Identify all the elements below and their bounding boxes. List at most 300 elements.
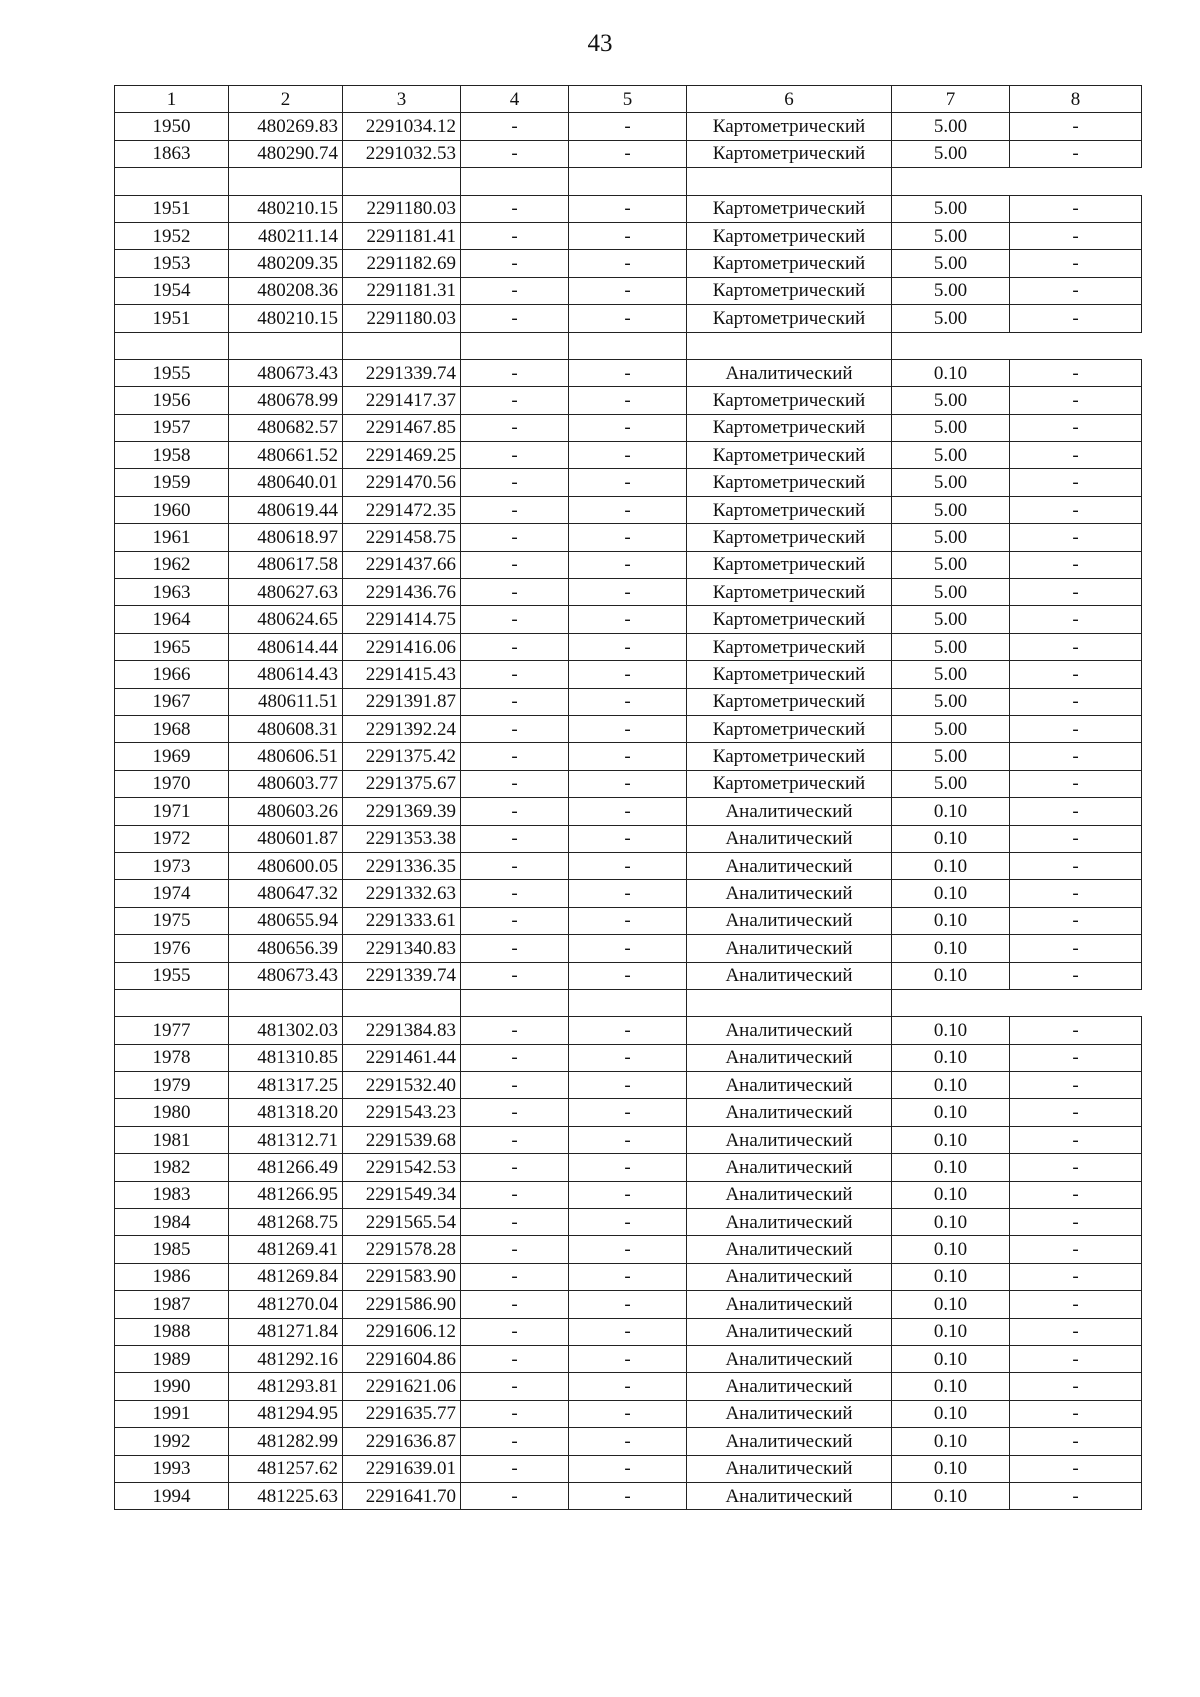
cell-col-7: 5.00 [892,633,1010,660]
cell-col-6: Аналитический [687,1400,892,1427]
cell-col-3: 2291437.66 [343,551,461,578]
cell-col-5: - [569,606,687,633]
cell-col-2: 481266.49 [229,1154,343,1181]
table-row [115,606,1142,633]
table-row [115,1154,1142,1181]
cell-col-1: 1971 [115,798,229,825]
table-row [115,1126,1142,1153]
cell-col-3: 2291180.03 [343,195,461,222]
table-row [115,798,1142,825]
cell-col-3: 2291641.70 [343,1482,461,1509]
empty-cell [892,989,1010,1016]
empty-cell [687,332,892,359]
cell-col-7: 0.10 [892,825,1010,852]
cell-col-3: 2291578.28 [343,1236,461,1263]
cell-col-8: - [1010,661,1142,688]
cell-col-7: 0.10 [892,880,1010,907]
empty-cell [892,332,1010,359]
cell-col-7: 5.00 [892,387,1010,414]
cell-col-2: 480614.43 [229,661,343,688]
cell-col-4: - [461,1072,569,1099]
cell-col-8: - [1010,1154,1142,1181]
cell-col-8: - [1010,1236,1142,1263]
cell-col-4: - [461,579,569,606]
cell-col-6: Картометрический [687,743,892,770]
empty-cell [461,332,569,359]
empty-cell [115,168,229,195]
cell-col-4: - [461,962,569,989]
cell-col-1: 1975 [115,907,229,934]
cell-col-4: - [461,1181,569,1208]
cell-col-8: - [1010,1400,1142,1427]
cell-col-7: 5.00 [892,305,1010,332]
cell-col-4: - [461,1345,569,1372]
cell-col-1: 1863 [115,140,229,167]
cell-col-1: 1950 [115,113,229,140]
cell-col-1: 1988 [115,1318,229,1345]
cell-col-3: 2291586.90 [343,1291,461,1318]
cell-col-7: 5.00 [892,469,1010,496]
cell-col-6: Аналитический [687,1345,892,1372]
cell-col-8: - [1010,359,1142,386]
cell-col-5: - [569,962,687,989]
cell-col-2: 480606.51 [229,743,343,770]
cell-col-2: 480617.58 [229,551,343,578]
cell-col-1: 1951 [115,305,229,332]
table-row [115,1263,1142,1290]
coordinates-table [114,85,1142,1510]
cell-col-6: Аналитический [687,1072,892,1099]
cell-col-3: 2291636.87 [343,1428,461,1455]
cell-col-1: 1959 [115,469,229,496]
table-body [115,86,1142,1510]
empty-cell [229,332,343,359]
cell-col-7: 5.00 [892,414,1010,441]
cell-col-3: 2291391.87 [343,688,461,715]
cell-col-1: 1953 [115,250,229,277]
table-row [115,1318,1142,1345]
cell-col-5: - [569,551,687,578]
cell-col-5: - [569,579,687,606]
cell-col-3: 2291353.38 [343,825,461,852]
empty-cell [461,168,569,195]
cell-col-8: - [1010,1455,1142,1482]
cell-col-1: 1954 [115,277,229,304]
cell-col-2: 480682.57 [229,414,343,441]
cell-col-6: Аналитический [687,1455,892,1482]
cell-col-5: - [569,414,687,441]
cell-col-7: 0.10 [892,1154,1010,1181]
cell-col-7: 5.00 [892,442,1010,469]
cell-col-1: 1952 [115,222,229,249]
empty-cell [1010,168,1142,195]
cell-col-6: Картометрический [687,195,892,222]
table-row [115,496,1142,523]
cell-col-6: Картометрический [687,606,892,633]
cell-col-3: 2291543.23 [343,1099,461,1126]
cell-col-7: 5.00 [892,222,1010,249]
cell-col-4: - [461,1291,569,1318]
cell-col-8: - [1010,222,1142,249]
cell-col-4: - [461,633,569,660]
cell-col-4: - [461,442,569,469]
cell-col-8: - [1010,852,1142,879]
cell-col-4: - [461,688,569,715]
cell-col-6: Картометрический [687,469,892,496]
cell-col-4: - [461,113,569,140]
table-row [115,222,1142,249]
cell-col-8: - [1010,825,1142,852]
empty-cell [1010,332,1142,359]
cell-col-6: Аналитический [687,1428,892,1455]
cell-col-2: 480210.15 [229,195,343,222]
cell-col-7: 0.10 [892,1291,1010,1318]
cell-col-5: - [569,1236,687,1263]
cell-col-4: - [461,414,569,441]
cell-col-3: 2291606.12 [343,1318,461,1345]
cell-col-7: 0.10 [892,1236,1010,1263]
cell-col-7: 0.10 [892,1126,1010,1153]
cell-col-7: 0.10 [892,1482,1010,1509]
cell-col-7: 0.10 [892,1017,1010,1044]
table-row [115,1482,1142,1509]
table-row [115,442,1142,469]
cell-col-3: 2291332.63 [343,880,461,907]
cell-col-6: Аналитический [687,1318,892,1345]
cell-col-6: Картометрический [687,442,892,469]
table-row [115,661,1142,688]
cell-col-1: 1970 [115,770,229,797]
cell-col-3: 2291034.12 [343,113,461,140]
cell-col-8: - [1010,113,1142,140]
cell-col-7: 5.00 [892,277,1010,304]
cell-col-4: - [461,907,569,934]
cell-col-3: 2291375.42 [343,743,461,770]
cell-col-7: 5.00 [892,579,1010,606]
cell-col-4: - [461,770,569,797]
cell-col-8: - [1010,1209,1142,1236]
cell-col-7: 5.00 [892,496,1010,523]
cell-col-1: 1963 [115,579,229,606]
cell-col-3: 2291182.69 [343,250,461,277]
cell-col-1: 1977 [115,1017,229,1044]
cell-col-3: 2291461.44 [343,1044,461,1071]
column-header-3: 3 [343,86,461,113]
table-row [115,1345,1142,1372]
cell-col-5: - [569,113,687,140]
cell-col-2: 481310.85 [229,1044,343,1071]
cell-col-5: - [569,496,687,523]
cell-col-2: 480600.05 [229,852,343,879]
table-row [115,414,1142,441]
cell-col-6: Картометрический [687,715,892,742]
cell-col-6: Картометрический [687,551,892,578]
cell-col-5: - [569,825,687,852]
empty-cell [343,332,461,359]
cell-col-7: 0.10 [892,1318,1010,1345]
cell-col-8: - [1010,880,1142,907]
cell-col-1: 1956 [115,387,229,414]
column-header-8: 8 [1010,86,1142,113]
cell-col-1: 1982 [115,1154,229,1181]
cell-col-1: 1964 [115,606,229,633]
cell-col-2: 481271.84 [229,1318,343,1345]
cell-col-5: - [569,195,687,222]
cell-col-2: 480618.97 [229,524,343,551]
cell-col-3: 2291339.74 [343,962,461,989]
cell-col-1: 1955 [115,359,229,386]
cell-col-2: 481268.75 [229,1209,343,1236]
cell-col-1: 1967 [115,688,229,715]
cell-col-8: - [1010,579,1142,606]
cell-col-6: Аналитический [687,1181,892,1208]
cell-col-6: Аналитический [687,1209,892,1236]
cell-col-4: - [461,359,569,386]
cell-col-2: 480608.31 [229,715,343,742]
cell-col-3: 2291181.31 [343,277,461,304]
cell-col-3: 2291621.06 [343,1373,461,1400]
empty-cell [229,168,343,195]
cell-col-7: 5.00 [892,113,1010,140]
cell-col-2: 480603.77 [229,770,343,797]
cell-col-5: - [569,1263,687,1290]
cell-col-3: 2291635.77 [343,1400,461,1427]
cell-col-3: 2291032.53 [343,140,461,167]
cell-col-3: 2291392.24 [343,715,461,742]
cell-col-7: 5.00 [892,661,1010,688]
cell-col-8: - [1010,962,1142,989]
cell-col-4: - [461,1428,569,1455]
cell-col-1: 1987 [115,1291,229,1318]
empty-cell [569,989,687,1016]
cell-col-8: - [1010,250,1142,277]
cell-col-4: - [461,1126,569,1153]
cell-col-3: 2291565.54 [343,1209,461,1236]
cell-col-1: 1978 [115,1044,229,1071]
cell-col-2: 481282.99 [229,1428,343,1455]
cell-col-8: - [1010,277,1142,304]
cell-col-7: 5.00 [892,688,1010,715]
table-row [115,524,1142,551]
cell-col-7: 0.10 [892,962,1010,989]
cell-col-1: 1990 [115,1373,229,1400]
table-row [115,1455,1142,1482]
cell-col-6: Картометрический [687,140,892,167]
cell-col-2: 480640.01 [229,469,343,496]
cell-col-2: 481266.95 [229,1181,343,1208]
empty-cell [343,989,461,1016]
cell-col-3: 2291472.35 [343,496,461,523]
cell-col-5: - [569,1318,687,1345]
cell-col-5: - [569,1455,687,1482]
table-row [115,1400,1142,1427]
cell-col-1: 1955 [115,962,229,989]
cell-col-3: 2291436.76 [343,579,461,606]
cell-col-4: - [461,606,569,633]
cell-col-2: 480601.87 [229,825,343,852]
cell-col-6: Аналитический [687,798,892,825]
cell-col-2: 481294.95 [229,1400,343,1427]
cell-col-2: 480211.14 [229,222,343,249]
cell-col-2: 481292.16 [229,1345,343,1372]
cell-col-5: - [569,1373,687,1400]
empty-cell [687,989,892,1016]
cell-col-4: - [461,222,569,249]
cell-col-7: 0.10 [892,852,1010,879]
cell-col-7: 0.10 [892,1400,1010,1427]
cell-col-3: 2291180.03 [343,305,461,332]
cell-col-8: - [1010,798,1142,825]
empty-cell [687,168,892,195]
cell-col-6: Картометрический [687,222,892,249]
cell-col-6: Аналитический [687,1291,892,1318]
cell-col-2: 480656.39 [229,935,343,962]
cell-col-5: - [569,715,687,742]
cell-col-8: - [1010,442,1142,469]
cell-col-5: - [569,798,687,825]
cell-col-5: - [569,359,687,386]
cell-col-3: 2291467.85 [343,414,461,441]
table-row [115,113,1142,140]
table-row [115,688,1142,715]
cell-col-7: 5.00 [892,250,1010,277]
cell-col-1: 1993 [115,1455,229,1482]
cell-col-7: 0.10 [892,1072,1010,1099]
cell-col-1: 1969 [115,743,229,770]
separator-row [115,332,1142,359]
cell-col-8: - [1010,414,1142,441]
cell-col-4: - [461,195,569,222]
cell-col-3: 2291417.37 [343,387,461,414]
cell-col-6: Аналитический [687,1373,892,1400]
column-header-7: 7 [892,86,1010,113]
table-row [115,250,1142,277]
cell-col-1: 1986 [115,1263,229,1290]
table-row [115,140,1142,167]
cell-col-3: 2291181.41 [343,222,461,249]
cell-col-5: - [569,770,687,797]
cell-col-5: - [569,1099,687,1126]
cell-col-6: Аналитический [687,825,892,852]
empty-cell [115,989,229,1016]
cell-col-8: - [1010,1428,1142,1455]
cell-col-8: - [1010,387,1142,414]
cell-col-1: 1968 [115,715,229,742]
cell-col-4: - [461,277,569,304]
cell-col-2: 480611.51 [229,688,343,715]
cell-col-2: 481302.03 [229,1017,343,1044]
cell-col-7: 0.10 [892,1428,1010,1455]
cell-col-2: 480290.74 [229,140,343,167]
cell-col-7: 0.10 [892,907,1010,934]
cell-col-1: 1951 [115,195,229,222]
cell-col-6: Картометрический [687,414,892,441]
cell-col-2: 481225.63 [229,1482,343,1509]
cell-col-2: 480678.99 [229,387,343,414]
cell-col-1: 1992 [115,1428,229,1455]
separator-row [115,989,1142,1016]
cell-col-6: Аналитический [687,1126,892,1153]
cell-col-3: 2291469.25 [343,442,461,469]
cell-col-2: 480627.63 [229,579,343,606]
empty-cell [1010,989,1142,1016]
cell-col-3: 2291384.83 [343,1017,461,1044]
cell-col-1: 1976 [115,935,229,962]
empty-cell [343,168,461,195]
cell-col-7: 5.00 [892,195,1010,222]
column-header-4: 4 [461,86,569,113]
empty-cell [569,168,687,195]
table-row [115,1072,1142,1099]
cell-col-7: 0.10 [892,1345,1010,1372]
cell-col-1: 1965 [115,633,229,660]
cell-col-5: - [569,222,687,249]
cell-col-6: Аналитический [687,1263,892,1290]
cell-col-8: - [1010,770,1142,797]
cell-col-2: 480210.15 [229,305,343,332]
cell-col-5: - [569,852,687,879]
cell-col-8: - [1010,195,1142,222]
cell-col-5: - [569,880,687,907]
table-row [115,1209,1142,1236]
cell-col-7: 5.00 [892,606,1010,633]
cell-col-8: - [1010,715,1142,742]
cell-col-8: - [1010,935,1142,962]
empty-cell [461,989,569,1016]
cell-col-1: 1985 [115,1236,229,1263]
separator-row [115,168,1142,195]
cell-col-1: 1989 [115,1345,229,1372]
empty-cell [892,168,1010,195]
cell-col-7: 5.00 [892,140,1010,167]
cell-col-2: 480655.94 [229,907,343,934]
table-row [115,305,1142,332]
cell-col-2: 481269.84 [229,1263,343,1290]
cell-col-8: - [1010,1291,1142,1318]
cell-col-3: 2291458.75 [343,524,461,551]
cell-col-5: - [569,907,687,934]
cell-col-3: 2291539.68 [343,1126,461,1153]
cell-col-2: 481269.41 [229,1236,343,1263]
empty-cell [569,332,687,359]
cell-col-2: 481257.62 [229,1455,343,1482]
cell-col-8: - [1010,633,1142,660]
cell-col-1: 1962 [115,551,229,578]
cell-col-4: - [461,305,569,332]
cell-col-1: 1994 [115,1482,229,1509]
table-row [115,633,1142,660]
cell-col-6: Аналитический [687,1154,892,1181]
cell-col-1: 1972 [115,825,229,852]
cell-col-4: - [461,1400,569,1427]
cell-col-5: - [569,387,687,414]
cell-col-2: 481270.04 [229,1291,343,1318]
cell-col-8: - [1010,1373,1142,1400]
cell-col-4: - [461,661,569,688]
cell-col-8: - [1010,1345,1142,1372]
cell-col-7: 0.10 [892,798,1010,825]
cell-col-2: 481317.25 [229,1072,343,1099]
cell-col-4: - [461,524,569,551]
cell-col-3: 2291583.90 [343,1263,461,1290]
cell-col-4: - [461,715,569,742]
cell-col-5: - [569,1291,687,1318]
table-row [115,1181,1142,1208]
table-row [115,743,1142,770]
cell-col-6: Картометрический [687,250,892,277]
cell-col-7: 0.10 [892,1209,1010,1236]
cell-col-5: - [569,1154,687,1181]
